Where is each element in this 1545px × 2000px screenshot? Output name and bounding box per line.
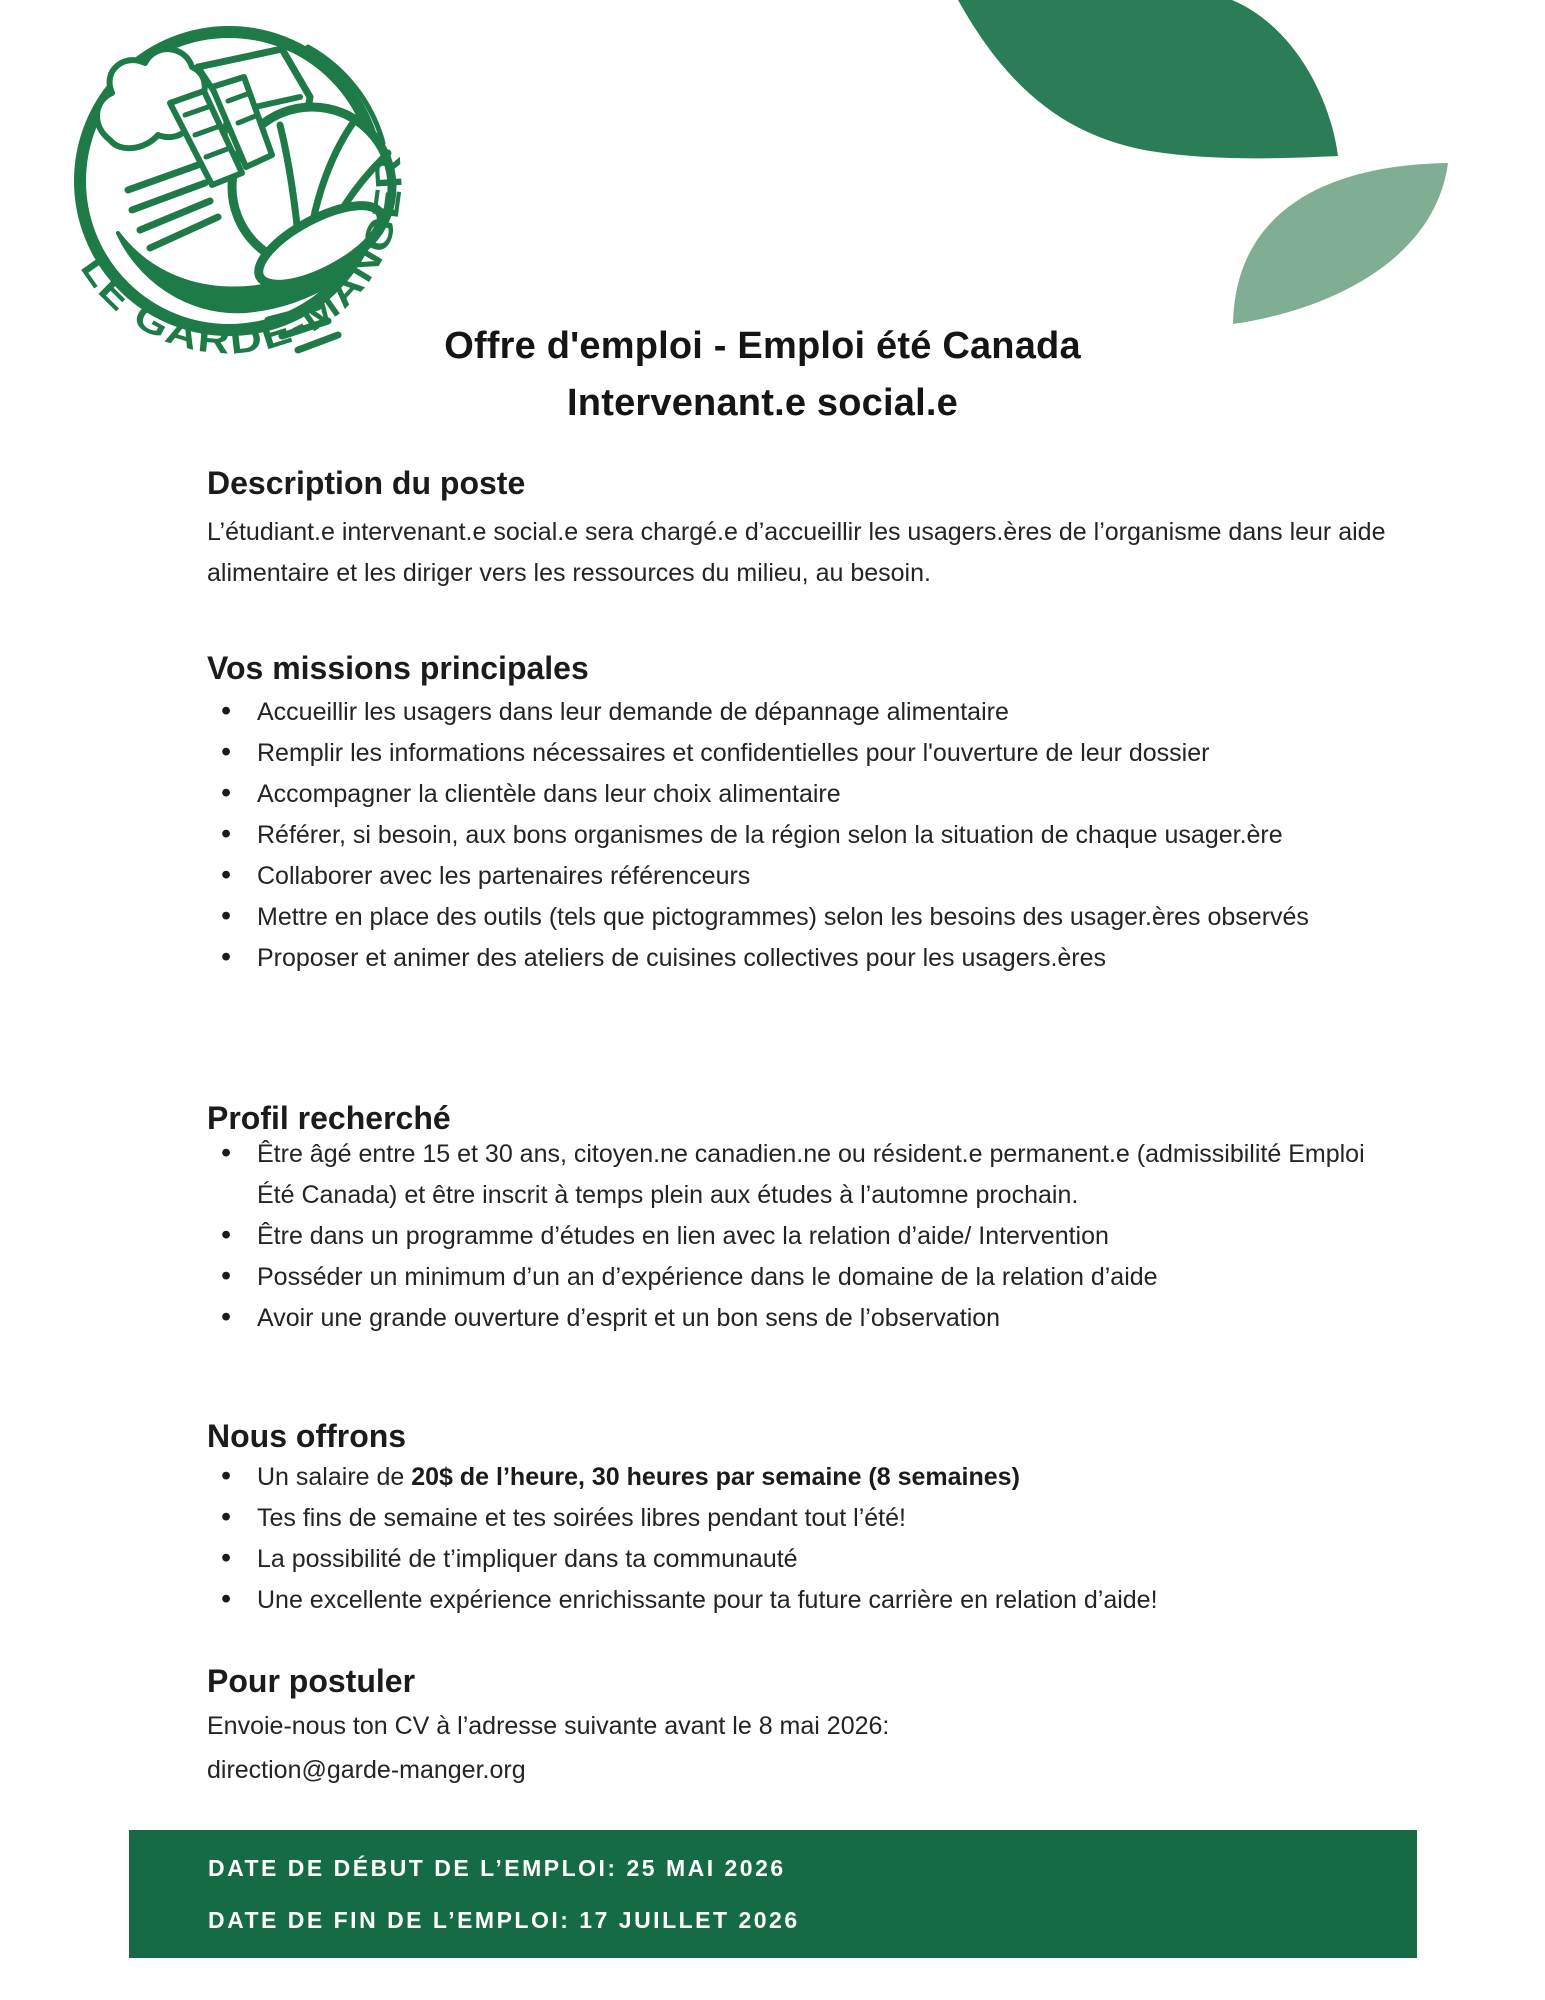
salary-prefix: Un salaire de <box>257 1463 412 1491</box>
heading-description: Description du poste <box>207 465 526 501</box>
list-item: • Mettre en place des outils (tels que pictogrammes) selon les besoins des usager.ères observés <box>207 897 1387 938</box>
list-item: • Posséder un minimum d’un an d’expérience dans le domaine de la relation d’aide <box>207 1257 1387 1298</box>
title-line-2: Intervenant.e social.e <box>567 382 958 424</box>
dates-banner <box>129 1830 1417 1958</box>
logo-left-hatch <box>128 165 218 248</box>
start-date-line: DATE DE DÉBUT DE L’EMPLOI: 25 MAI 2026 <box>208 1855 786 1881</box>
leaf-shape-light <box>1233 163 1448 324</box>
list-item: • Être âgé entre 15 et 30 ans, citoyen.ne canadien.ne ou résident.e permanent.e (admissibilité Emploi Été Canada) et être inscrit à temps plein aux études à l’automne prochain. <box>207 1134 1387 1216</box>
page-title <box>260 318 1265 432</box>
postuler-email: direction@garde-manger.org <box>207 1756 526 1784</box>
salary-bold: 20$ de l’heure, 30 heures par semaine (8 semaines) <box>411 1463 1020 1491</box>
logo-wordmark: LE GARDE-MANGER <box>72 158 410 362</box>
list-item: • Remplir les informations nécessaires et confidentielles pour l'ouverture de leur dossier <box>207 733 1387 774</box>
profil-list <box>207 1134 1387 1339</box>
offres-list <box>207 1457 1387 1621</box>
postuler-body <box>207 1704 1417 1792</box>
list-item: • Accueillir les usagers dans leur demande de dépannage alimentaire <box>207 692 1387 733</box>
heading-postuler: Pour postuler <box>207 1663 416 1699</box>
heading-offres: Nous offrons <box>207 1418 407 1454</box>
heading-profil: Profil recherché <box>207 1100 451 1136</box>
list-item: • Collaborer avec les partenaires référenceurs <box>207 856 1387 897</box>
leaf-shape-dark <box>958 0 1338 158</box>
end-date-line: DATE DE FIN DE L’EMPLOI: 17 JUILLET 2026 <box>208 1907 800 1933</box>
postuler-instructions: Envoie-nous ton CV à l’adresse suivante avant le 8 mai 2026: <box>207 1712 890 1740</box>
description-body: L’étudiant.e intervenant.e social.e sera chargé.e d’accueillir les usagers.ères de l’organisme dans leur aide alimentaire et les diriger vers les ressources du milieu, au besoin. <box>207 518 1386 587</box>
heading-missions: Vos missions principales <box>207 650 589 686</box>
missions-list <box>207 692 1387 979</box>
list-item: • Avoir une grande ouverture d’esprit et un bon sens de l’observation <box>207 1298 1387 1339</box>
list-item: • Proposer et animer des ateliers de cuisines collectives pour les usagers.ères <box>207 938 1387 979</box>
list-item: • La possibilité de t’impliquer dans ta communauté <box>207 1539 1387 1580</box>
list-item: • Une excellente expérience enrichissante pour ta future carrière en relation d’aide! <box>207 1580 1387 1621</box>
list-item: • Référer, si besoin, aux bons organismes de la région selon la situation de chaque usager.ère <box>207 815 1387 856</box>
list-item <box>207 1457 1387 1498</box>
title-line-1: Offre d'emploi - Emploi été Canada <box>444 325 1081 367</box>
list-item: • Être dans un programme d’études en lien avec la relation d’aide/ Intervention <box>207 1216 1387 1257</box>
list-item: • Tes fins de semaine et tes soirées libres pendant tout l’été! <box>207 1498 1387 1539</box>
list-item: • Accompagner la clientèle dans leur choix alimentaire <box>207 774 1387 815</box>
